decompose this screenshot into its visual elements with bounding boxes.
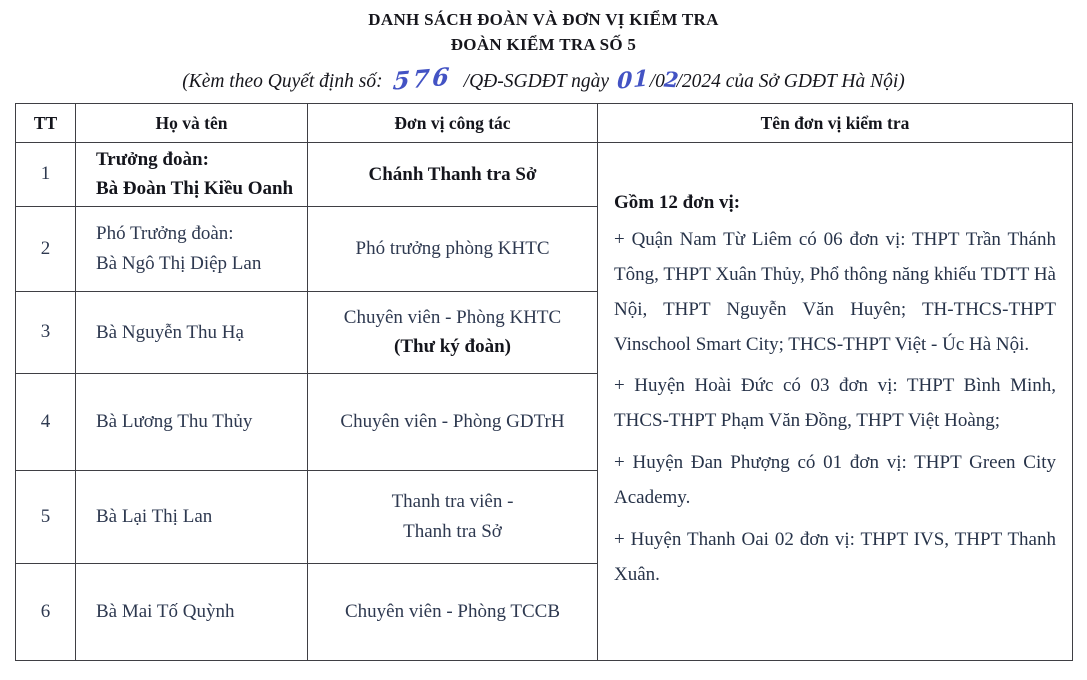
member-unit: Thanh tra viên -	[391, 491, 514, 513]
column-header-unit: Đơn vị công tác	[308, 104, 598, 143]
member-unit-cell	[308, 373, 598, 470]
member-unit-cell	[308, 470, 598, 563]
member-name-cell	[76, 206, 308, 291]
handwritten-day: 01	[616, 65, 651, 96]
column-header-tt: TT	[16, 104, 76, 143]
inspection-units-paragraph: + Huyện Thanh Oai 02 đơn vị: THPT IVS, THPT Thanh Xuân.	[614, 529, 1056, 586]
member-role: Phó Trưởng đoàn:	[96, 223, 234, 245]
inspection-units-paragraph: + Huyện Hoài Đức có 03 đơn vị: THPT Bình Minh, THCS-THPT Phạm Văn Đồng, THPT Việt Hoàng;	[614, 375, 1056, 432]
member-unit: Chánh Thanh tra Sở	[368, 163, 537, 185]
member-unit-line2: Thanh tra Sở	[403, 520, 502, 542]
member-name-cell	[76, 373, 308, 470]
column-header-name: Họ và tên	[76, 104, 308, 143]
inspection-units-paragraph: + Huyện Đan Phượng có 01 đơn vị: THPT Green City Academy.	[614, 452, 1056, 509]
inspection-team-table	[15, 103, 1073, 661]
member-name: Bà Đoàn Thị Kiều Oanh	[96, 178, 294, 200]
member-name-cell	[76, 470, 308, 563]
inspection-units-paragraph: + Quận Nam Từ Liêm có 06 đơn vị: THPT Trần Thánh Tông, THPT Xuân Thủy, Phổ thông năng khiếu TDTT Hà Nội, THPT Nguyễn Văn Huyên; TH-THCS-THPT Vinschool Smart City; THCS-THPT Việt - Úc Hà Nội.	[614, 228, 1056, 355]
member-role: Trưởng đoàn:	[96, 149, 209, 170]
row-number: 2	[16, 206, 76, 291]
table-header-row	[16, 104, 1073, 143]
document-subtitle	[0, 61, 1087, 97]
handwritten-decision-number: 576	[391, 61, 453, 97]
document-title-line2: ĐOÀN KIỂM TRA SỐ 5	[450, 34, 637, 54]
document-title-line1: DANH SÁCH ĐOÀN VÀ ĐƠN VỊ KIỂM TRA	[368, 10, 719, 29]
member-unit: Phó trưởng phòng KHTC	[355, 238, 550, 260]
subtitle-prefix: (Kèm theo Quyết định số:	[182, 71, 383, 93]
row-number: 6	[16, 563, 76, 660]
member-unit: Chuyên viên - Phòng TCCB	[345, 601, 560, 623]
member-unit-cell	[308, 291, 598, 373]
member-unit-cell	[308, 206, 598, 291]
row-number: 3	[16, 291, 76, 373]
member-unit: Chuyên viên - Phòng GDTrH	[340, 411, 565, 433]
member-name: Bà Mai Tố Quỳnh	[96, 601, 235, 623]
subtitle-month-printed: /0	[649, 71, 665, 93]
member-unit-cell	[308, 143, 598, 207]
inspection-units-heading: Gồm 12 đơn vị:	[614, 191, 741, 213]
row-number: 1	[16, 143, 76, 207]
member-name: Bà Lại Thị Lan	[96, 506, 213, 528]
handwritten-month-digit: 2	[662, 66, 680, 93]
member-name: Bà Ngô Thị Diệp Lan	[96, 252, 262, 274]
member-name: Bà Nguyễn Thu Hạ	[96, 321, 244, 343]
row-number: 5	[16, 470, 76, 563]
member-name-cell	[76, 143, 308, 207]
row-number: 4	[16, 373, 76, 470]
inspection-units-block	[614, 186, 1056, 593]
subtitle-middle: /QĐ-SGDĐT ngày	[463, 71, 610, 93]
subtitle-suffix: /2024 của Sở GDĐT Hà Nội)	[676, 71, 905, 93]
document-header	[0, 0, 1087, 97]
table-row	[16, 143, 1073, 207]
column-header-inspection-units: Tên đơn vị kiểm tra	[598, 104, 1073, 143]
member-unit: Chuyên viên - Phòng KHTC	[343, 306, 562, 328]
member-name-cell	[76, 291, 308, 373]
inspection-units-cell	[598, 143, 1073, 661]
member-name: Bà Lương Thu Thủy	[96, 411, 253, 433]
member-unit-note: (Thư ký đoàn)	[394, 336, 511, 358]
member-unit-cell	[308, 563, 598, 660]
member-name-cell	[76, 563, 308, 660]
